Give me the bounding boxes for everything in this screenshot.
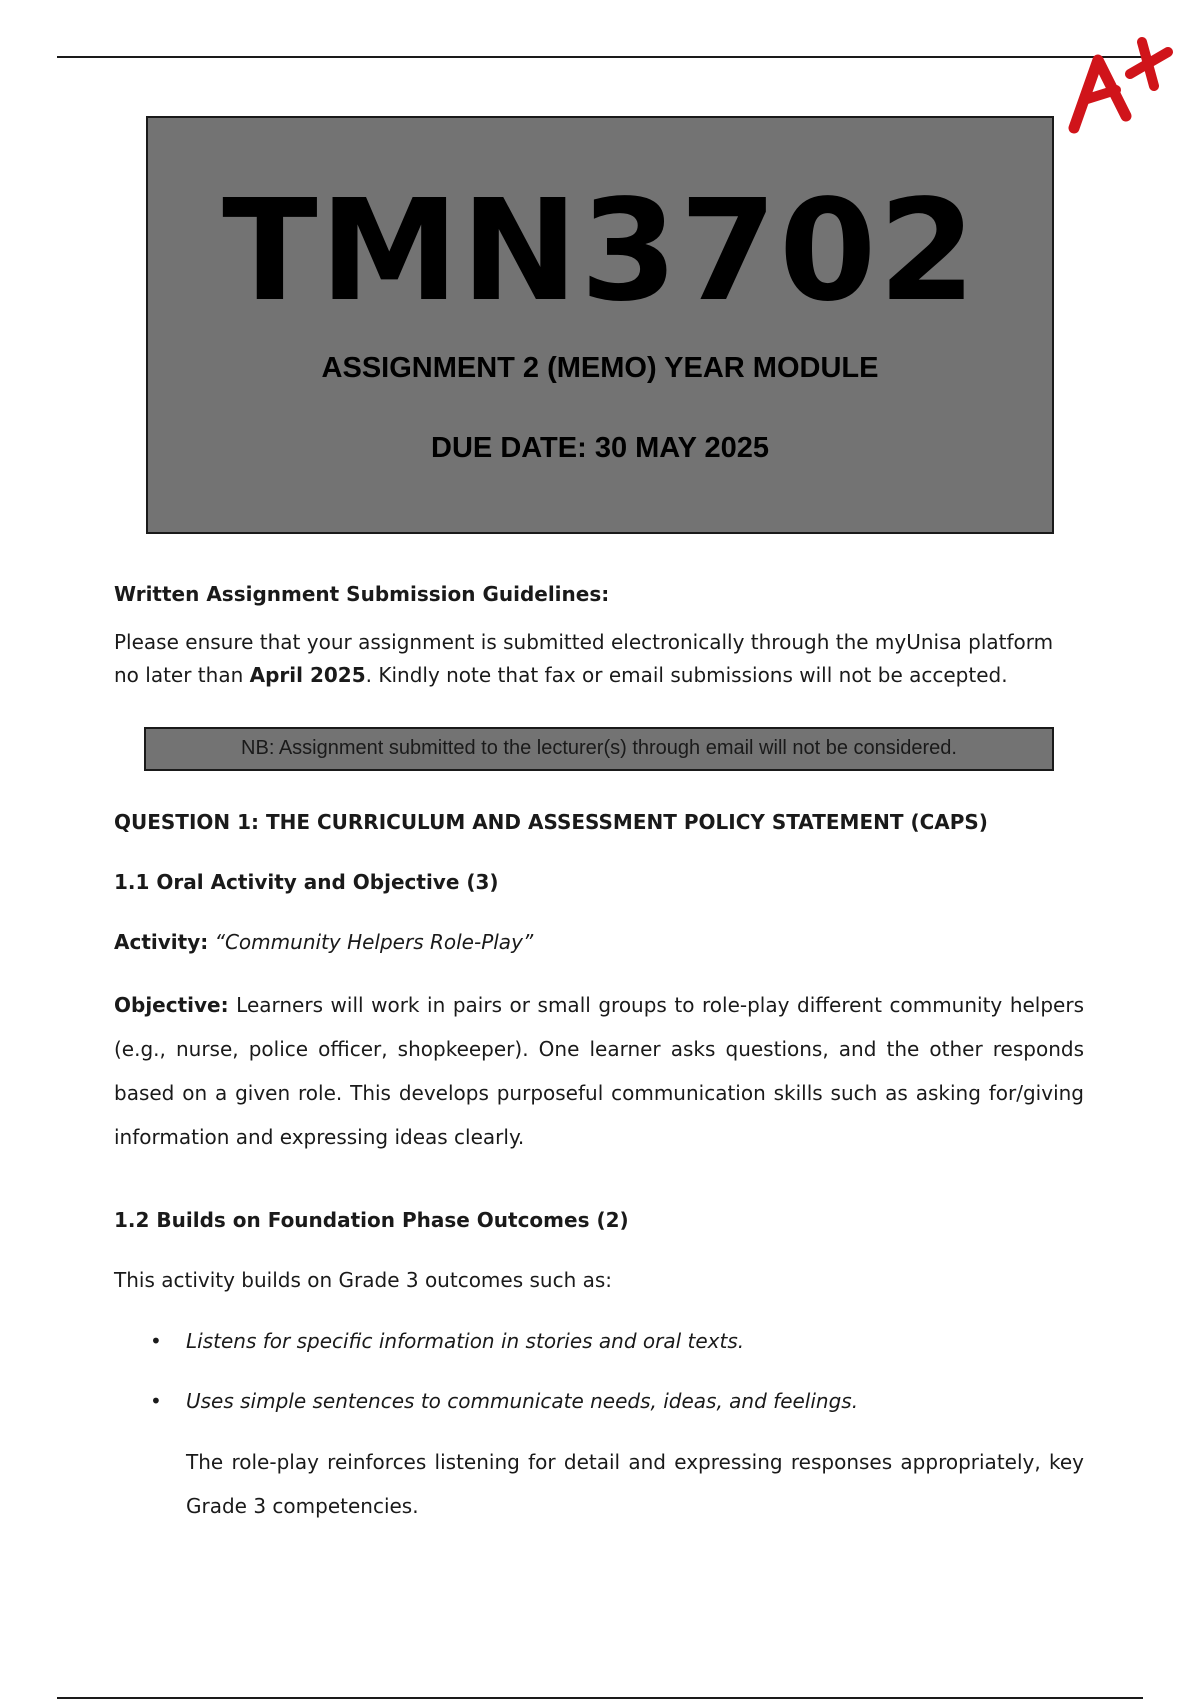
outcome-bullet-text: Listens for specific information in stories and oral texts. — [186, 1329, 745, 1353]
outcome-bullet-text: Uses simple sentences to communicate needs, ideas, and feelings. — [186, 1389, 859, 1413]
guidelines-heading: Written Assignment Submission Guidelines: — [114, 582, 610, 606]
objective-paragraph — [114, 983, 1084, 1159]
outcomes-conclusion: The role-play reinforces listening for detail and expressing responses appropriately, key Grade 3 competencies. — [186, 1450, 1084, 1518]
guidelines-paragraph — [114, 626, 1084, 692]
assignment-title: ASSIGNMENT 2 (MEMO) YEAR MODULE — [321, 352, 879, 384]
cover-banner — [146, 116, 1054, 534]
top-rule — [57, 56, 1143, 58]
guidelines-deadline: April 2025 — [249, 663, 366, 687]
grade-stamp-icon — [1068, 30, 1180, 140]
bottom-rule — [57, 1697, 1143, 1699]
objective-label: Objective: — [114, 993, 229, 1017]
bullet-icon: • — [150, 1329, 162, 1353]
guidelines-text-before: Please ensure that your assignment is submitted electronically through the myUnisa platform no later than — [114, 630, 1054, 687]
email-notice-box: NB: Assignment submitted to the lecturer(s) through email will not be considered. — [144, 727, 1054, 771]
bullet-icon: • — [150, 1389, 162, 1413]
section-1-1-heading: 1.1 Oral Activity and Objective (3) — [114, 870, 499, 894]
question1-heading: QUESTION 1: THE CURRICULUM AND ASSESSMENT POLICY STATEMENT (CAPS) — [114, 810, 988, 834]
activity-line — [114, 930, 1084, 954]
activity-value: “Community Helpers Role-Play” — [214, 930, 534, 954]
course-code: TMN3702 — [222, 170, 978, 333]
activity-label: Activity: — [114, 930, 209, 954]
objective-text: Learners will work in pairs or small groups to role-play different community helpers (e.g., nurse, police officer, shopkeeper). One learner asks questions, and the other responds based on a given role. This develops purposeful communication skills such as asking for/giving information and expressing ideas clearly. — [114, 993, 1084, 1149]
due-date: DUE DATE: 30 MAY 2025 — [431, 432, 769, 464]
outcomes-intro: This activity builds on Grade 3 outcomes such as: — [114, 1268, 613, 1292]
guidelines-text-after: . Kindly note that fax or email submissions will not be accepted. — [365, 663, 1008, 687]
section-1-2-heading: 1.2 Builds on Foundation Phase Outcomes (2) — [114, 1208, 629, 1232]
